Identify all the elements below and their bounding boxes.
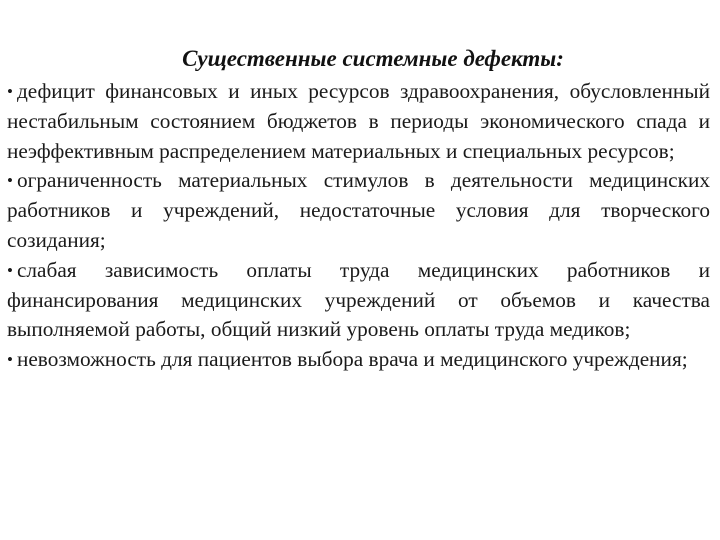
list-item [7, 77, 710, 166]
list-item-text: слабая зависимость оплаты труда медицинских работников и финансирования медицинских учреждений от объемов и качества выполняемой работы, общий низкий уровень оплаты труда медиков; [7, 257, 710, 342]
list-item [7, 166, 710, 255]
bullet-icon: • [7, 82, 13, 101]
list-item-text: ограниченность материальных стимулов в деятельности медицинских работников и учреждений, недостаточные условия для творческого созидания; [7, 168, 710, 252]
list-item [7, 345, 710, 375]
list-item-text: дефицит финансовых и иных ресурсов здравоохранения, обусловленный нестабильным состоянием бюджетов в периоды экономического спада и неэффективным распределением материальных и специальных ресурсов; [7, 79, 710, 163]
list-item [7, 256, 710, 345]
bullet-list [7, 77, 710, 375]
list-item-text: невозможность для пациентов выбора врача и медицинского учреждения; [16, 347, 688, 372]
slide-title: Существенные системные дефекты: [182, 46, 564, 71]
bullet-icon: • [7, 350, 13, 370]
bullet-icon: • [7, 260, 13, 280]
bullet-icon: • [7, 171, 13, 191]
